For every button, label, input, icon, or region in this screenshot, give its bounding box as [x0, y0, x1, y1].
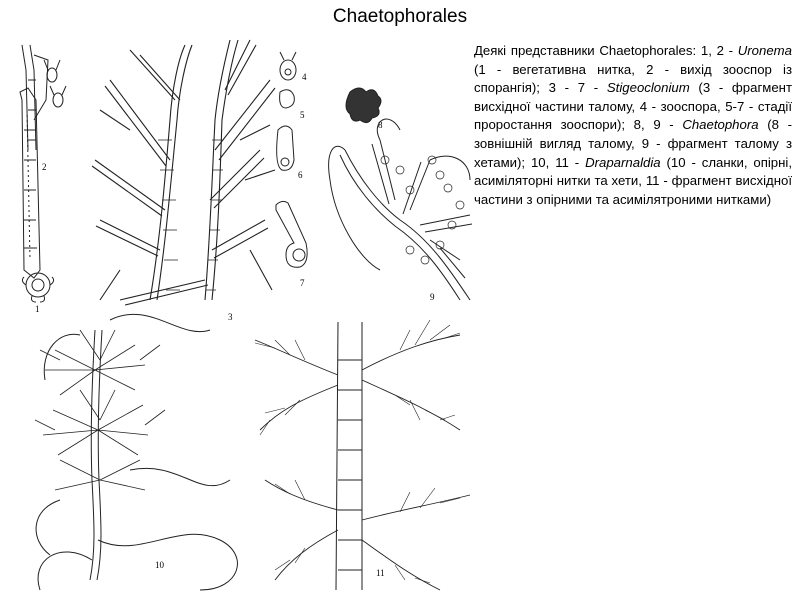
figure-label-10: 10 — [155, 560, 164, 570]
caption-text: (1 - вегетативна нитка, 2 - вихід зооспор із спорангія); 3 - 7 - — [474, 61, 792, 96]
figure-caption — [474, 42, 792, 209]
figure-1-uronema-filament — [20, 88, 54, 302]
figure-10-draparnaldia — [35, 314, 237, 590]
figure-5-germination-stage — [280, 90, 295, 108]
figure-label-5: 5 — [300, 110, 305, 120]
figure-label-9: 9 — [430, 292, 435, 302]
page-title: Chaetophorales — [332, 6, 468, 27]
figure-7-germination-stage — [276, 201, 307, 267]
figure-label-7: 7 — [300, 278, 305, 288]
figure-label-3: 3 — [228, 312, 233, 322]
figure-6-germination-stage — [277, 126, 294, 170]
caption-genus-name: Stigeoclonium — [606, 80, 690, 96]
caption-text: (8 - зовнішній вигляд талому, 9 - фрагмент талому з хетами); 10, 11 - — [474, 117, 792, 170]
figure-2-zoospore-release — [22, 45, 66, 150]
caption-text: (10 - сланки, опірні, асиміляторні нитки та хети, 11 - фрагмент висхідної частини з опірними та асимілятроними нитками) — [474, 154, 792, 207]
figure-8-chaetophora-external — [346, 88, 381, 123]
caption-genus-name: Chaetophora — [682, 117, 759, 133]
caption-text: (3 - фрагмент висхідної частини талому, 4 - зооспора, 5-7 - стадії проростання зооспори); 8, 9 - — [474, 80, 792, 133]
figure-label-4: 4 — [302, 72, 307, 82]
caption-text: Деякі представники Chaetophorales: 1, 2 - — [474, 43, 738, 58]
figure-11-draparnaldia-fragment — [255, 320, 470, 590]
figure-label-2: 2 — [42, 162, 47, 172]
figure-4-zoospore — [280, 52, 296, 80]
figure-label-8: 8 — [378, 120, 383, 130]
figure-label-6: 6 — [298, 170, 303, 180]
caption-genus-name: Draparnaldia — [585, 154, 661, 170]
figure-label-1: 1 — [35, 304, 40, 314]
figure-9-chaetophora-fragment — [329, 119, 472, 300]
figure-label-11: 11 — [376, 568, 385, 578]
figure-3-stigeoclonium-thallus — [92, 40, 275, 305]
caption-genus-name: Uronema — [737, 43, 792, 58]
